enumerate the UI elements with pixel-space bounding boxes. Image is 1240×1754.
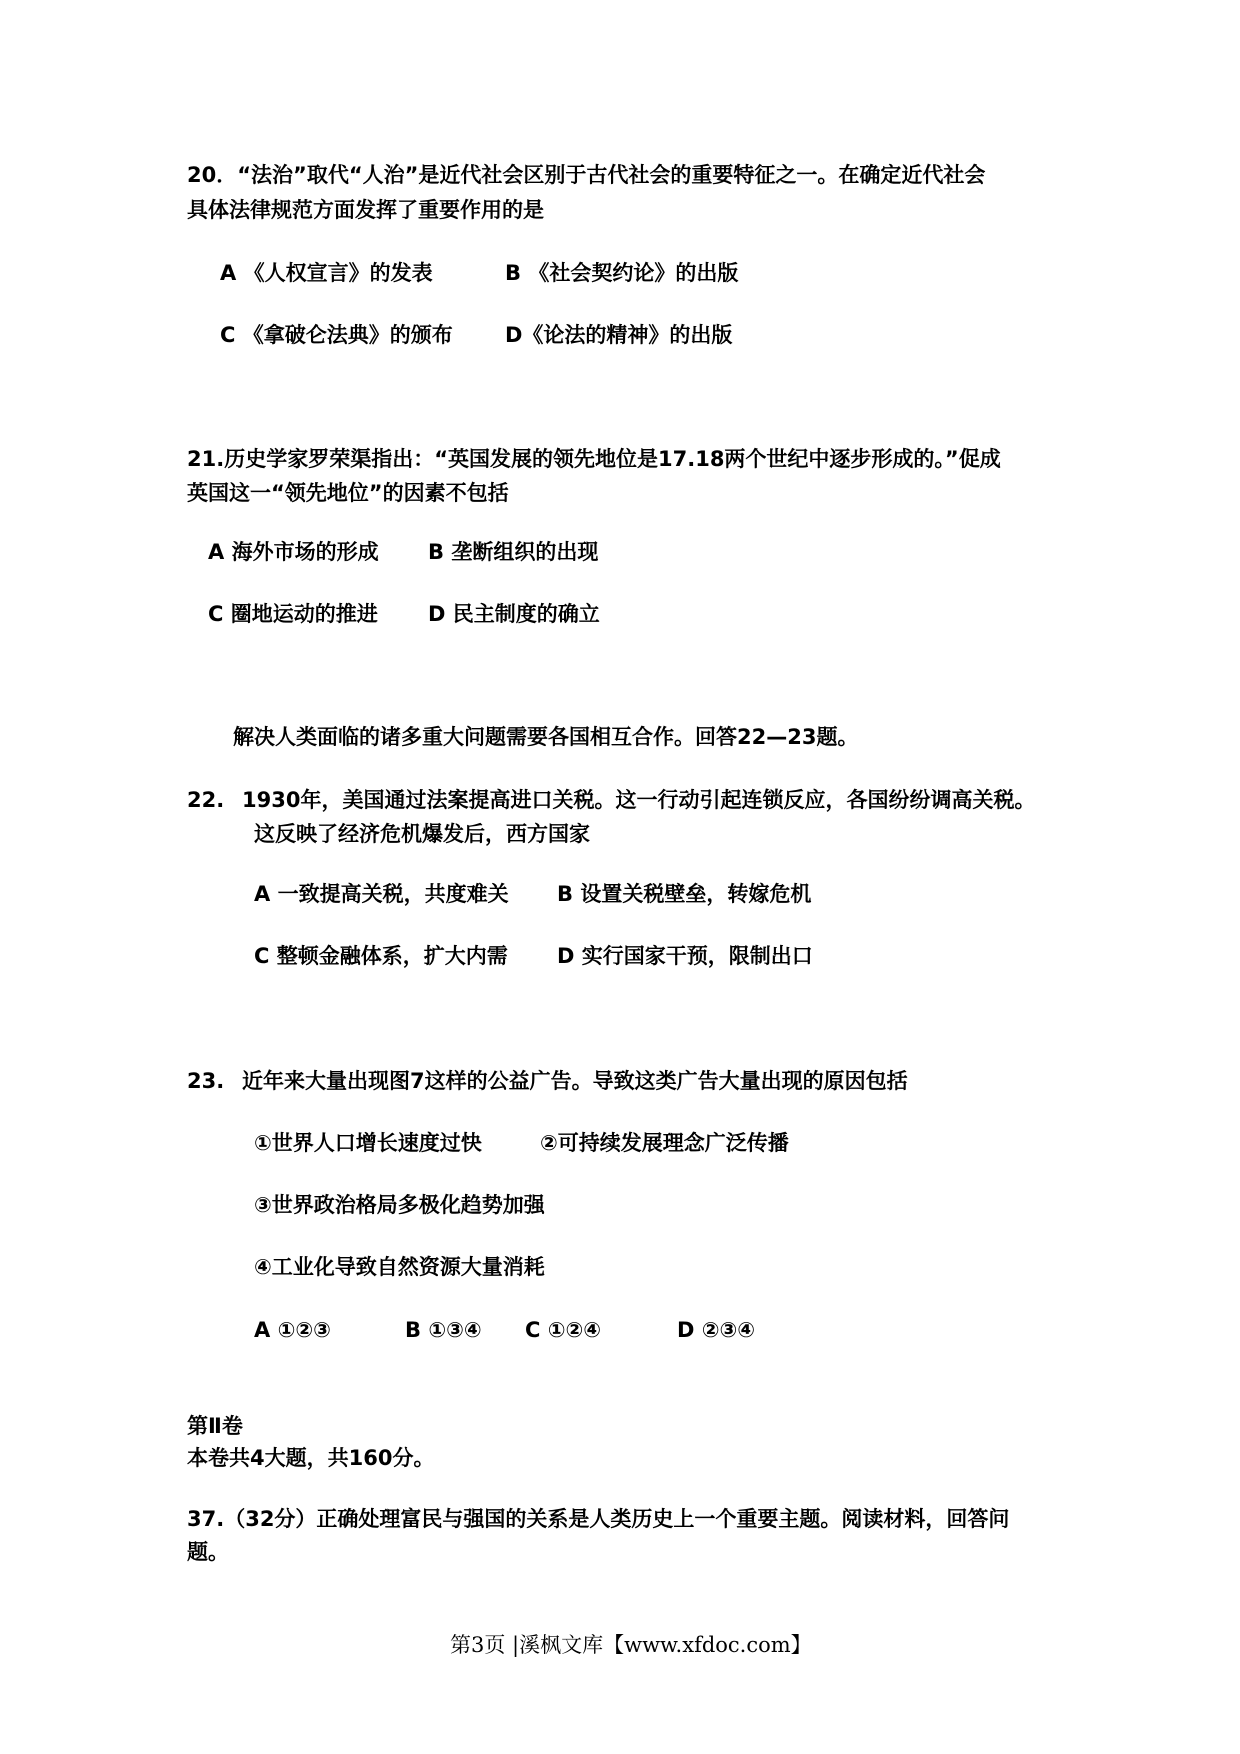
q20-stem-line1: 20．“法治”取代“人治”是近代社会区别于古代社会的重要特征之一。在确定近代社会 bbox=[187, 163, 986, 187]
q23-item-1: ①世界人口增长速度过快 bbox=[254, 1131, 482, 1155]
section-2-title: 第Ⅱ卷 bbox=[187, 1414, 243, 1438]
page-footer: 第3页 |溪枫文库【www.xfdoc.com】 bbox=[450, 1633, 812, 1657]
q37-stem-line2: 题。 bbox=[187, 1540, 229, 1564]
q22-option-d: D 实行国家干预，限制出口 bbox=[557, 944, 813, 968]
section-intro-22-23: 解决人类面临的诸多重大问题需要各国相互合作。回答22—23题。 bbox=[233, 725, 859, 749]
q21-option-c: C 圈地运动的推进 bbox=[208, 602, 378, 626]
q23-number: 23. bbox=[187, 1069, 225, 1093]
q21-stem-line1: 21.历史学家罗荣渠指出：“英国发展的领先地位是17.18两个世纪中逐步形成的。”促成 bbox=[187, 447, 1001, 471]
q20-option-d: D《论法的精神》的出版 bbox=[505, 323, 733, 347]
q23-option-b: B ①③④ bbox=[405, 1318, 482, 1342]
q22-option-a: A 一致提高关税，共度难关 bbox=[254, 882, 509, 906]
q22-stem-line1: 1930年，美国通过法案提高进口关税。这一行动引起连锁反应，各国纷纷调高关税。 bbox=[242, 788, 1036, 812]
q21-option-a: A 海外市场的形成 bbox=[208, 540, 379, 564]
q37-stem-line1: 37.（32分）正确处理富民与强国的关系是人类历史上一个重要主题。阅读材料，回答问 bbox=[187, 1507, 1010, 1531]
q22-stem-line2: 这反映了经济危机爆发后，西方国家 bbox=[254, 822, 590, 846]
q22-option-b: B 设置关税壁垒，转嫁危机 bbox=[557, 882, 812, 906]
q21-option-b: B 垄断组织的出现 bbox=[428, 540, 599, 564]
q23-option-c: C ①②④ bbox=[525, 1318, 602, 1342]
section-2-summary: 本卷共4大题，共160分。 bbox=[187, 1446, 435, 1470]
q22-number: 22. bbox=[187, 788, 225, 812]
q23-option-d: D ②③④ bbox=[677, 1318, 756, 1342]
q21-option-d: D 民主制度的确立 bbox=[428, 602, 600, 626]
q20-option-a: A 《人权宣言》的发表 bbox=[220, 261, 433, 285]
q21-stem-line2: 英国这一“领先地位”的因素不包括 bbox=[187, 481, 509, 505]
q23-item-2: ②可持续发展理念广泛传播 bbox=[540, 1131, 789, 1155]
q20-option-c: C 《拿破仑法典》的颁布 bbox=[220, 323, 453, 347]
q23-item-4: ④工业化导致自然资源大量消耗 bbox=[254, 1255, 545, 1279]
q23-stem-line1: 近年来大量出现图7这样的公益广告。导致这类广告大量出现的原因包括 bbox=[242, 1069, 908, 1093]
q20-option-b: B 《社会契约论》的出版 bbox=[505, 261, 739, 285]
q20-stem-line2: 具体法律规范方面发挥了重要作用的是 bbox=[187, 198, 544, 222]
q23-option-a: A ①②③ bbox=[254, 1318, 331, 1342]
q22-option-c: C 整顿金融体系，扩大内需 bbox=[254, 944, 508, 968]
q23-item-3: ③世界政治格局多极化趋势加强 bbox=[254, 1193, 545, 1217]
